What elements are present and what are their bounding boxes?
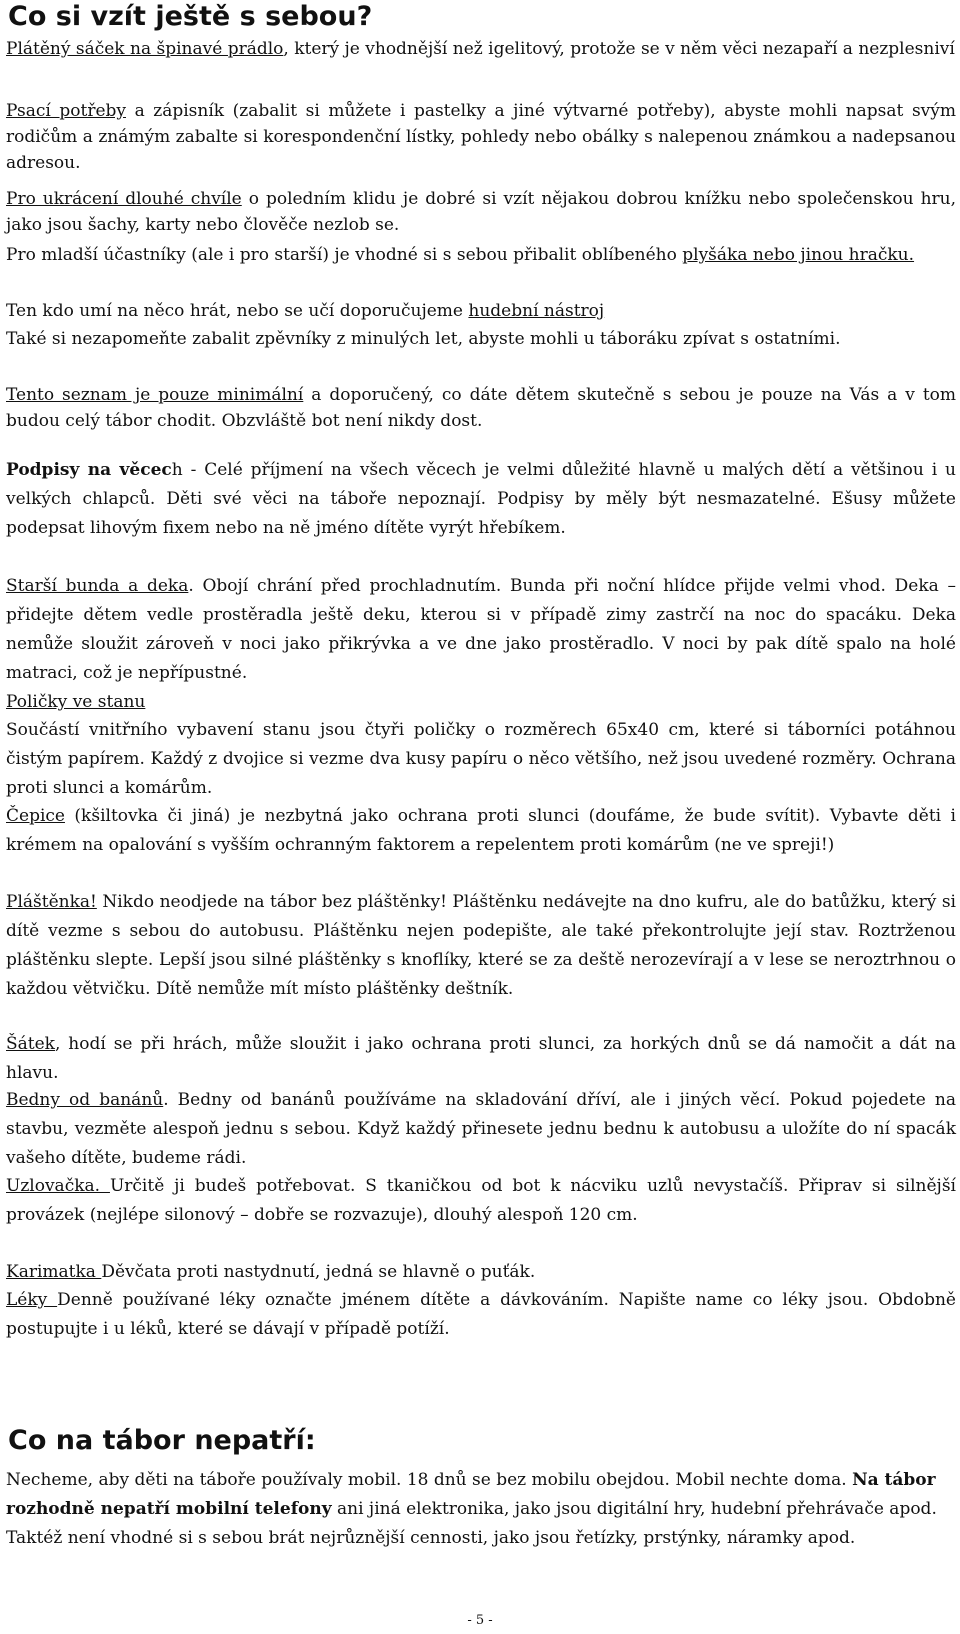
item-plastenka: Pláštěnka! Nikdo neodjede na tábor bez pláštěnky! Pláštěnku nedávejte na dno kufru, ale do batůžku, který si dítě vezme s sebou do autobusu. Pláštěnku nejen podepište, ale také překontrolujte její stav. Roztrženou pláštěnku slepte. Lepší jsou silné pláštěnky s knoflíky, které se za deště nerozevírají a v lese se neroztrhnou o každou větvičku. Dítě nemůže mít místo pláštěnky deštník. <box>6 892 956 999</box>
link-karimatka: Karimatka <box>6 1262 102 1282</box>
link-uzlovacka: Uzlovačka. <box>6 1176 110 1196</box>
item-ukraceni-chvile: Pro ukrácení dlouhé chvíle o poledním klidu je dobré si vzít nějakou dobrou knížku nebo společenskou hru, jako jsou šachy, karty nebo člověče nezlob se. <box>6 189 956 235</box>
item-hudebni-nastroj: Ten kdo umí na něco hrát, nebo se učí doporučujeme hudební nástroj <box>6 301 605 321</box>
heading-co-si-vzit: Co si vzít ještě s sebou? <box>8 1 373 32</box>
link-bunda-deka: Starší bunda a deka <box>6 576 189 596</box>
link-cepice: Čepice <box>6 806 65 826</box>
bold-mobilni-telefony: Na tábor rozhodně nepatří mobilní telefony <box>6 1470 936 1519</box>
link-plysak: plyšáka nebo jinou hračku. <box>682 245 915 265</box>
paragraph-nepatri: Necheme, aby děti na táboře používaly mobil. 18 dnů se bez mobilu obejdou. Mobil nechte doma. Na tábor rozhodně nepatří mobilní telefony ani jiná elektronika, jako jsou digitální hry, hudební přehrávače apod. Taktéž není vhodné si s sebou brát nejrůznější cennosti, jako jsou řetízky, prstýnky, náramky apod. <box>6 1470 937 1548</box>
item-uzlovacka: Uzlovačka. Určitě ji budeš potřebovat. S tkaničkou od bot k nácviku uzlů nevystačíš. Připrav si silnější provázek (nejlépe silonový – dobře se rozvazuje), dlouhý alespoň 120 cm. <box>6 1176 956 1225</box>
page-number: - 5 - <box>467 1613 493 1628</box>
link-ukraceni-chvile: Pro ukrácení dlouhé chvíle <box>6 189 242 209</box>
link-hudebni-nastroj: hudební nástroj <box>468 301 605 321</box>
heading-co-nepatri: Co na tábor nepatří: <box>8 1425 316 1456</box>
item-podpisy: Podpisy na věcech - Celé příjmení na všech věcech je velmi důležité hlavně u malých dětí a většinou i u velkých chlapců. Děti své věci na táboře nepoznají. Podpisy by měly být nesmazatelné. Ešusy můžete podepsat lihovým fixem nebo na ně jméno dítěte vyrýt hřebíkem. <box>6 460 957 538</box>
label-podpisy: Podpisy na věcec <box>6 460 172 480</box>
link-platen-sacek: Plátěný sáček na špinavé prádlo <box>6 39 284 59</box>
item-platen-sacek: Plátěný sáček na špinavé prádlo, který je vhodnější než igelitový, protože se v něm věci nezapaří a nezplesniví <box>6 39 955 59</box>
item-seznam-minimalni: Tento seznam je pouze minimální a doporučený, co dáte dětem skutečně s sebou je pouze na Vás a v tom budou celý tábor chodit. Obzvláště bot není nikdy dost. <box>6 385 957 431</box>
link-leky: Léky <box>6 1290 58 1310</box>
item-zpevniky: Také si nezapomeňte zabalit zpěvníky z minulých let, abyste mohli u táboráku zpívat s ostatními. <box>6 329 841 349</box>
item-cepice: Čepice (kšiltovka či jiná) je nezbytná jako ochrana proti slunci (doufáme, že bude svítit). Vybavte děti i krémem na opalování s vyšším ochranným faktorem a repelentem proti komárům (ne ve spreji!) <box>6 806 956 855</box>
link-satek: Šátek <box>6 1034 55 1054</box>
item-bunda-deka: Starší bunda a deka. Obojí chrání před prochladnutím. Bunda při noční hlídce přijde velmi vhod. Deka – přidejte dětem vedle prostěradla ještě deku, kterou si v případě zimy zastrčí na noc do spacáku. Deka nemůže sloužit zároveň v noci jako přikrývka a ve dne jako prostěradlo. V noci by pak dítě spalo na holé matraci, což je nepřípustné. <box>6 576 956 683</box>
link-bedny: Bedny od banánů <box>6 1090 164 1110</box>
link-plastenka: Pláštěnka! <box>6 892 97 912</box>
item-policky-text: Součástí vnitřního vybavení stanu jsou čtyři poličky o rozměrech 65x40 cm, které si táborníci potáhnou čistým papírem. Každý z dvojice si vezme dva kusy papíru o něco většího, než jsou uvedené rozměry. Ochrana proti slunci a komárům. <box>6 720 956 798</box>
link-policky: Poličky ve stanu <box>6 692 146 712</box>
item-satek: Šátek, hodí se při hrách, může sloužit i jako ochrana proti slunci, za horkých dnů se dá namočit a dát na hlavu. <box>6 1034 956 1083</box>
item-leky: Léky Denně používané léky označte jménem dítěte a dávkováním. Napište name co léky jsou. Obdobně postupujte i u léků, které se dávají v případě potíží. <box>6 1290 956 1339</box>
item-psaci-potreby: Psací potřeby a zápisník (zabalit si můžete i pastelky a jiné výtvarné potřeby), abyste mohli napsat svým rodičům a známým zabalte si korespondenční lístky, pohledy nebo obálky s nalepenou známkou a nadepsanou adresou. <box>6 101 956 173</box>
item-policky-title <box>6 688 956 717</box>
item-plysak: Pro mladší účastníky (ale i pro starší) je vhodné si s sebou přibalit oblíbeného plyšáka nebo jinou hračku. <box>6 245 915 265</box>
link-psaci-potreby: Psací potřeby <box>6 101 126 121</box>
item-karimatka: Karimatka Děvčata proti nastydnutí, jedná se hlavně o puťák. <box>6 1262 536 1282</box>
link-seznam-minimalni: Tento seznam je pouze minimální <box>6 385 304 405</box>
item-bedny: Bedny od banánů. Bedny od banánů používáme na skladování dříví, ale i jiných věcí. Pokud pojedete na stavbu, vezměte alespoň jednu s sebou. Když každý přinesete jednu bednu k autobusu a uložíte do ní spacák vašeho dítěte, budeme rádi. <box>6 1090 956 1168</box>
